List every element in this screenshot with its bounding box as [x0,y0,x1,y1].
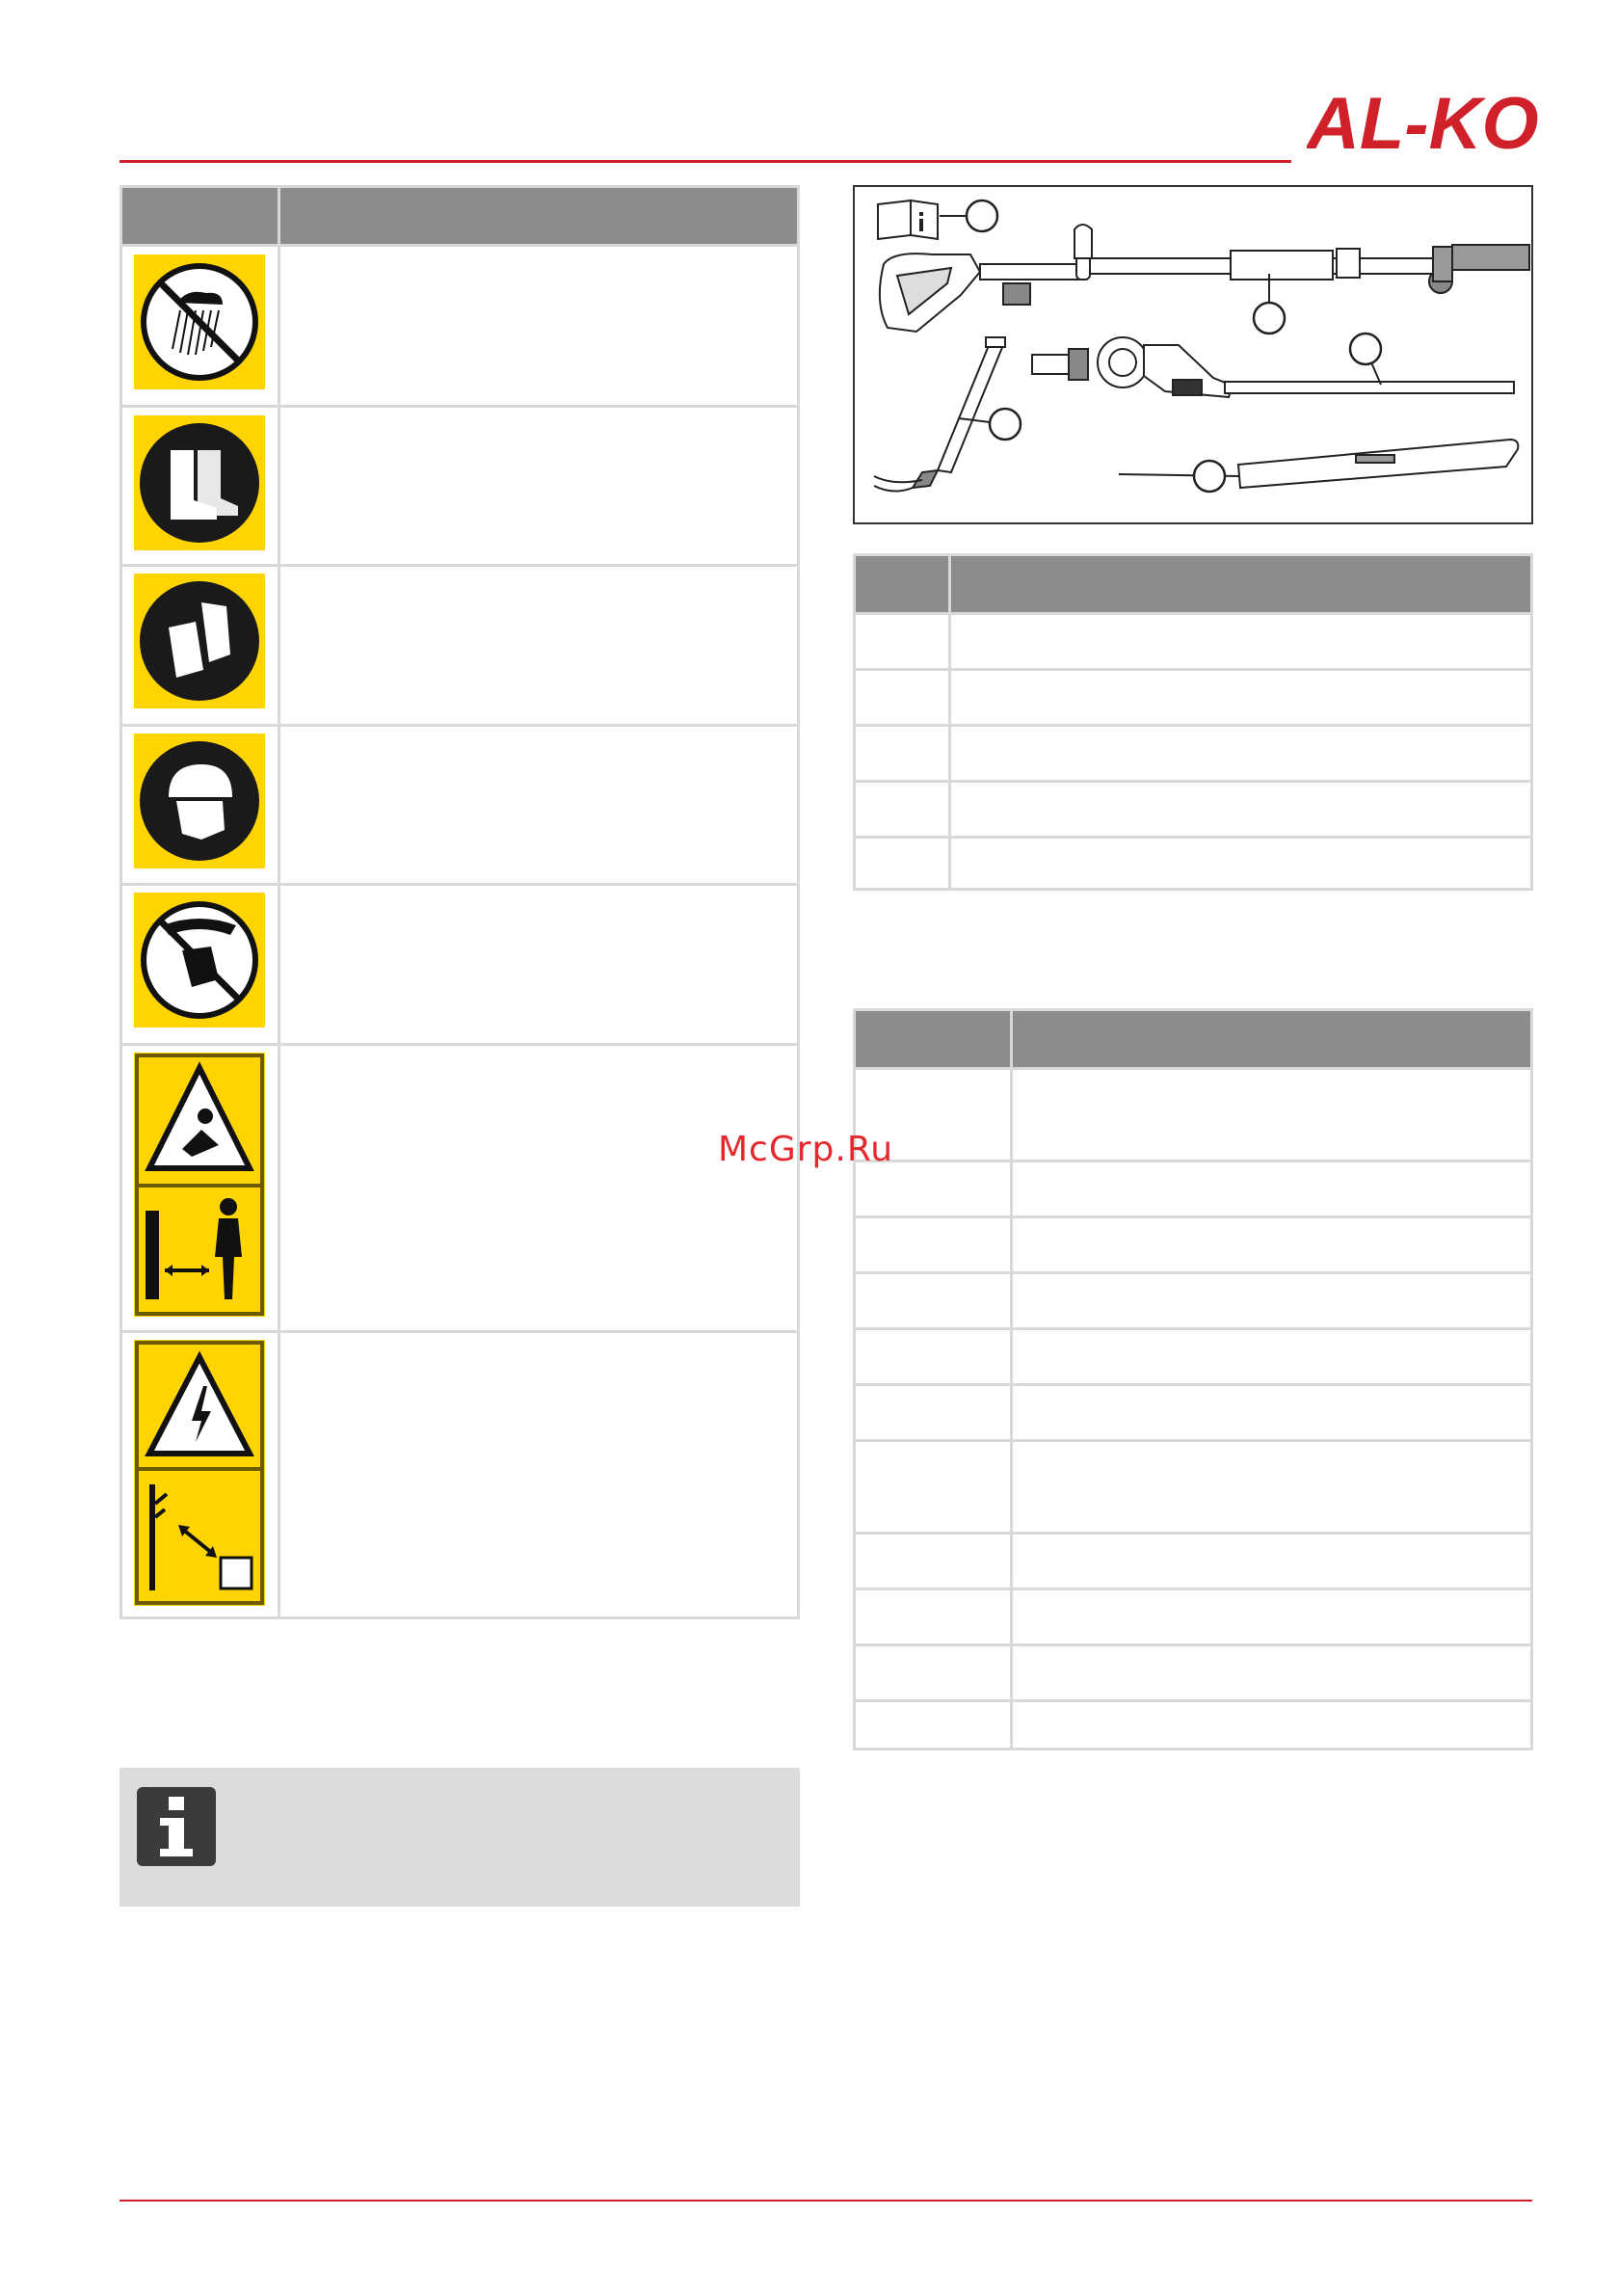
callout-marker [990,409,1021,440]
pole-handle-part [880,225,1529,332]
watermark: McGrp.Ru [718,1130,894,1169]
info-box [119,1768,800,1907]
table-row [856,1067,1530,1160]
callout-marker [1254,303,1285,334]
blade-guard-part [1238,440,1518,488]
table-row [856,1383,1530,1439]
product-components-figure [853,185,1533,524]
hedge-trimmer-drawing [855,187,1531,522]
table-row [856,1588,1530,1643]
safety-helmet-icon [134,734,265,868]
safety-boots-icon [134,415,265,550]
no-wet-hands-icon [134,893,265,1028]
table-row [856,668,1530,724]
components-table [853,553,1533,891]
extension-tool-part [874,337,1005,492]
technical-data-table [853,1008,1533,1750]
trimmer-head-part [1032,337,1514,397]
table-header [122,188,797,244]
symbol-table [119,185,800,1619]
callout-marker [1350,334,1381,364]
electric-hazard-keep-distance-icon [134,1340,265,1606]
logo-text: AL-KO [1307,85,1539,164]
no-rain-icon [134,254,265,389]
protective-gloves-icon [134,574,265,708]
manual-book-icon [878,200,938,239]
table-row [856,836,1530,891]
header-rule [119,160,1291,163]
footer-rule [119,2200,1532,2202]
table-row [856,1271,1530,1327]
table-row [856,1643,1530,1699]
falling-objects-keep-distance-icon [134,1053,265,1317]
info-icon [137,1787,216,1866]
callout-marker [967,200,997,231]
callout-marker [1194,461,1225,492]
table-row [856,1439,1530,1532]
table-row [856,1160,1530,1215]
table-header [856,1011,1530,1067]
al-ko-logo [1307,85,1542,164]
table-row [856,1215,1530,1271]
table-row [856,780,1530,836]
table-row [856,1699,1530,1750]
table-row [856,724,1530,780]
table-header [856,556,1530,612]
table-row [856,1327,1530,1383]
table-row [856,612,1530,668]
table-row [856,1532,1530,1588]
